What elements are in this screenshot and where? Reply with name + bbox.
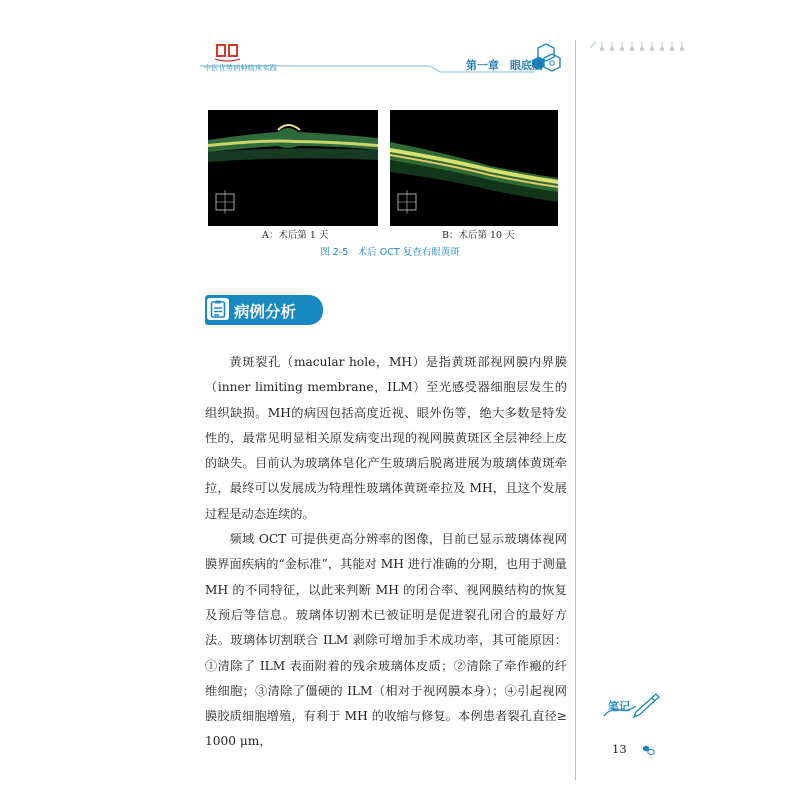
body-paragraph-2: 频域 OCT 可提供更高分辨率的图像，目前已显示玻璃体视网膜界面疾病的“金标准”，其能对 MH 进行准确的分期，也用于测量 MH 的不同特征，以此来判断 MH 的闭合率、视网膜结构的恢复及预后等信息。玻璃体切割术已被证明是促进裂孔闭合的最好方法。玻璃体切割联合 ILM 剥除可增加手术成功率，其可能原因：①清除了 ILM 表面附着的残余玻璃体皮质；②清除了牵作瘢的纤维细胞；③清除了僵硬的 ILM（相对于视网膜本身）；④引起视网膜胶质细胞增殖，有利于 MH 的收缩与修复。本例患者裂孔直径≥ 1000 μm， (205, 532, 567, 749)
page-number: 13 (612, 742, 627, 756)
oct-image-day-10 (390, 110, 558, 226)
figure-caption-b: B：术后第 10 天 (442, 230, 515, 241)
body-paragraph-1: 黄斑裂孔（macular hole，MH）是指黄斑部视网膜内界膜（inner limiting membrane，ILM）至光感受器细胞层发生的组织缺损。MH的病因包括高度近视、眼外伤等，绝大多数是特发性的，最常见明显相关原发病变出现的视网膜黄斑区全层神经上皮的缺失。目前认为玻璃体皂化产生玻璃后脱离进展为玻璃体黄斑牵拉，最终可以发展成为特理性玻璃体黄斑牵拉及 MH，且这个发展过程是动态连续的。 (205, 355, 567, 521)
figure-title: 图 2-5 术后 OCT 复查右眼黄斑 (320, 247, 460, 258)
oct-image-day-1 (208, 110, 378, 226)
svg-text:笔记: 笔记 (608, 700, 630, 713)
notes-pen-icon (602, 690, 662, 720)
header-series-title: 中医优势病种临床实践 (204, 64, 277, 72)
hexagon-molecule-icon (641, 744, 655, 756)
header-chapter-title: 第一章 眼底病 (466, 59, 543, 72)
figure-caption-a: A：术后第 1 天 (262, 230, 329, 241)
margin-divider (575, 40, 576, 780)
section-title: 病例分析 (234, 303, 297, 321)
book-logo-icon (213, 40, 243, 62)
margin-dots-decoration (590, 40, 690, 54)
clipboard-icon (207, 298, 229, 320)
body-text (205, 350, 567, 755)
